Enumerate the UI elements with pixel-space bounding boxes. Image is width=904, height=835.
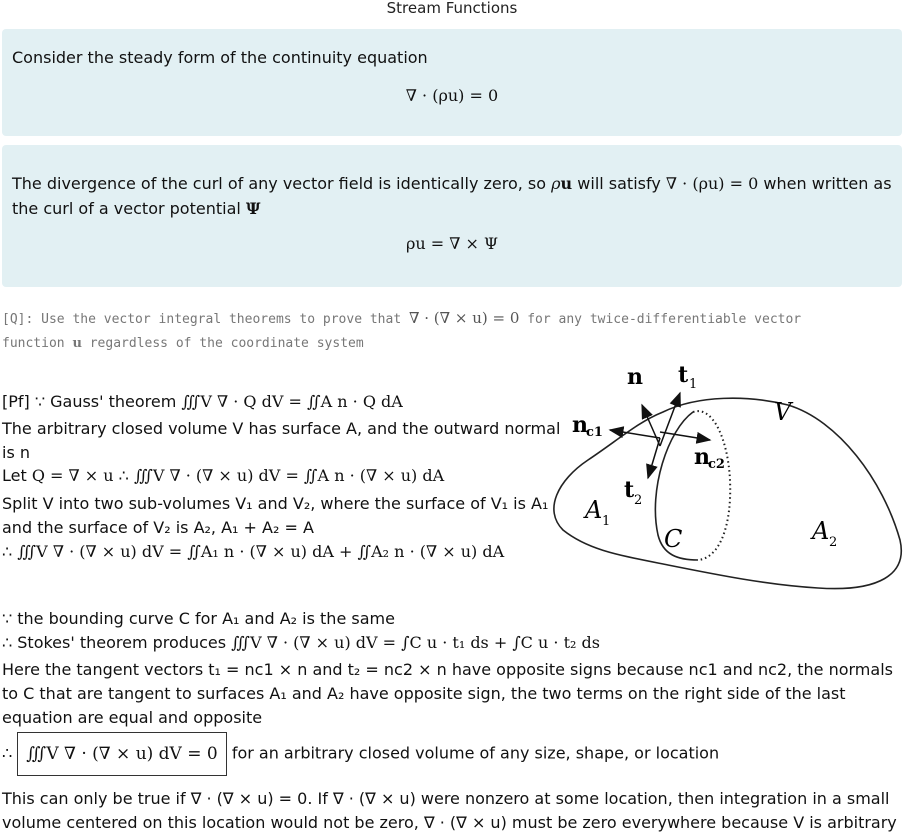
continuity-box <box>2 29 902 136</box>
proof-line-sum: ∴ ∭V ∇ · (∇ × u) dV = ∬A₁ n · (∇ × u) dA + ∬A₂ n · (∇ × u) dA <box>2 542 505 561</box>
continuity-equation: ∇ · (ρu) = 0 <box>405 86 499 105</box>
label-A2: A <box>812 517 830 545</box>
continuity-text: Consider the steady form of the continuity equation <box>12 48 428 67</box>
label-nc2-sub: c2 <box>708 457 725 472</box>
vector-potential-equation: ρu = ∇ × Ψ <box>405 234 499 253</box>
vector-nc2 <box>660 432 710 440</box>
proof-line-gauss: [Pf] ∵ Gauss' theorem ∭V ∇ · Q dV = ∬A n · Q dA <box>2 392 403 411</box>
proof-line-volume: The arbitrary closed volume V has surface A, and the outward normal <box>2 419 561 438</box>
proof-line-conclusion: ∴ ∭V ∇ · (∇ × u) dV = 0 for an arbitrary closed volume of any size, shape, or location <box>2 732 719 776</box>
vector-t2 <box>648 438 660 478</box>
label-nc1-sub: c1 <box>586 425 603 440</box>
vector-potential-box <box>2 145 902 287</box>
label-n: n <box>627 364 643 390</box>
proof-line-surfaces: and the surface of V₂ is A₂, A₁ + A₂ = A <box>2 518 314 537</box>
vector-nc1 <box>610 430 660 438</box>
label-A2-sub: 2 <box>829 535 838 550</box>
label-t2-sub: 2 <box>634 493 643 508</box>
boxed-result: ∭V ∇ · (∇ × u) dV = 0 <box>17 732 226 776</box>
page-title: Stream Functions <box>386 0 518 17</box>
proof-line-let-q: Let Q = ∇ × u ∴ ∭V ∇ · (∇ × u) dV = ∬A n · (∇ × u) dA <box>2 466 445 485</box>
vector-t1 <box>660 393 680 446</box>
curve-c-back <box>693 411 730 560</box>
proof-line-normal: is n <box>2 443 31 462</box>
volume-outline <box>554 398 901 588</box>
label-A1: A <box>585 496 603 524</box>
label-nc1: n <box>572 412 588 438</box>
label-V: V <box>774 398 792 426</box>
proof-line-final: This can only be true if ∇ · (∇ × u) = 0. If ∇ · (∇ × u) were nonzero at some location, then integration in a small volume centered on this location would not be zero, ∇ · (∇ × u) must be zero everywhere because V is arbitrary <box>2 789 897 832</box>
proof-line-split: Split V into two sub-volumes V₁ and V₂, where the surface of V₁ is A₁ <box>2 494 549 513</box>
label-t2: t <box>624 477 635 503</box>
question: [Q]: Use the vector integral theorems to prove that ∇ · (∇ × u) = 0 for any twice-differentiable vector function u regardless of the coordinate system <box>2 309 802 351</box>
label-C: C <box>664 525 683 553</box>
proof-line-stokes: ∴ Stokes' theorem produces ∭V ∇ · (∇ × u) dV = ∫C u · t₁ ds + ∫C u · t₂ ds <box>2 633 600 652</box>
label-t1: t <box>678 362 689 388</box>
label-A1-sub: 1 <box>602 514 611 529</box>
label-nc2: n <box>694 444 710 470</box>
proof-line-bounding-curve: ∵ the bounding curve C for A₁ and A₂ is the same <box>2 609 395 628</box>
proof-line-tangent-vectors: Here the tangent vectors t₁ = nc1 × n and t₂ = nc2 × n have opposite signs because nc1 and nc2, the normals to C that are tangent to surfaces A₁ and A₂ have opposite sign, the two terms on the right side of the last equation are equal and opposite <box>2 660 893 727</box>
vector-potential-text: The divergence of the curl of any vector field is identically zero, so ρu will satisfy ∇ · (ρu) = 0 when written as the curl of a vector potential Ψ <box>12 174 892 218</box>
volume-diagram <box>548 360 904 596</box>
vector-n <box>642 405 660 446</box>
label-t1-sub: 1 <box>689 377 698 392</box>
